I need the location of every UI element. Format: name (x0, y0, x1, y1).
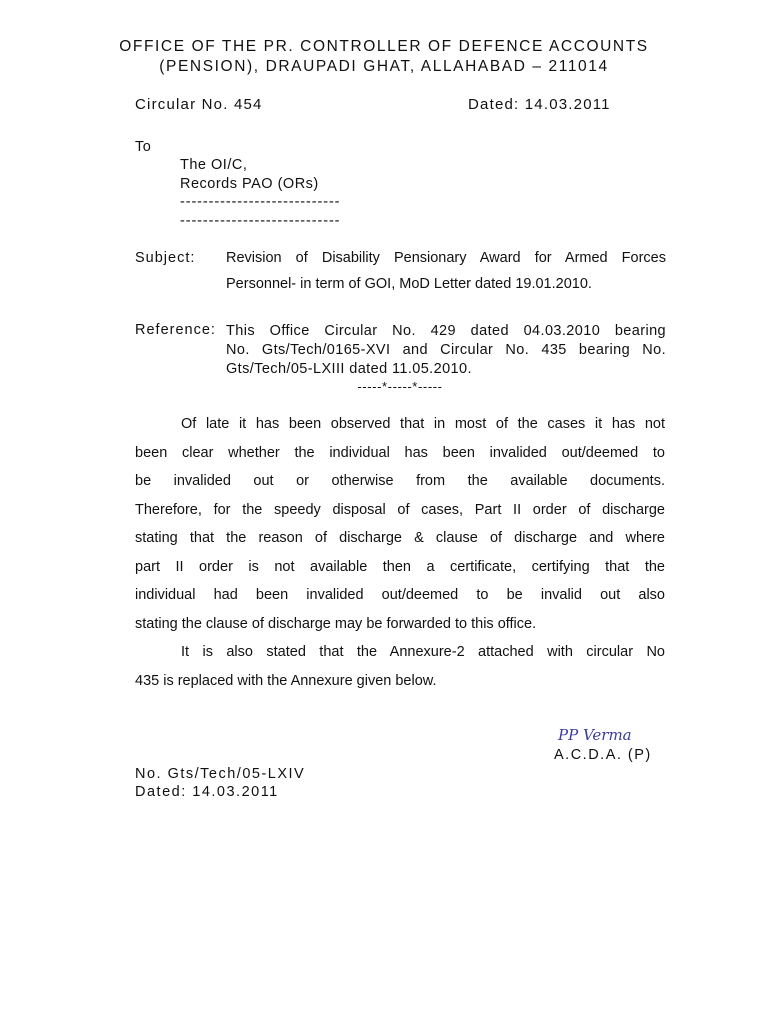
office-header-line2: (PENSION), DRAUPADI GHAT, ALLAHABAD – 211014 (159, 58, 609, 75)
paragraph-line: 435 is replaced with the Annexure given below. (135, 672, 437, 689)
addressee-dash-line1: ---------------------------- (180, 194, 341, 210)
circular-number: Circular No. 454 (135, 96, 263, 113)
reference-separator: -----*-----*----- (357, 379, 443, 394)
signatory-designation: A.C.D.A. (P) (554, 747, 652, 763)
subject-label: Subject: (135, 250, 196, 266)
signature-text: PP Verma (558, 726, 632, 744)
body-paragraph-2 (135, 638, 665, 695)
reference-text (226, 322, 666, 379)
paragraph-line: stating the clause of discharge may be forwarded to this office. (135, 615, 537, 632)
reference-line: No. Gts/Tech/0165-XVI and Circular No. 435 bearing No. (226, 342, 666, 358)
paragraph-line: It is also stated that the Annexure-2 attached with circular No (181, 644, 665, 660)
addressee-dash-line2: ---------------------------- (180, 213, 341, 229)
subject-line: Personnel- in term of GOI, MoD Letter dated 19.01.2010. (226, 276, 592, 292)
paragraph-line: part II order is not available then a certificate, certifying that the (135, 558, 665, 575)
reference-line: Gts/Tech/05-LXIII dated 11.05.2010. (226, 361, 472, 377)
to-label: To (135, 139, 152, 155)
subject-line: Revision of Disability Pensionary Award for Armed Forces (226, 250, 666, 266)
footer-number: No. Gts/Tech/05-LXIV (135, 766, 306, 782)
signature-image (556, 722, 666, 750)
footer-date: Dated: 14.03.2011 (135, 784, 279, 800)
subject-text (226, 245, 666, 297)
reference-line: This Office Circular No. 429 dated 04.03.2010 bearing (226, 323, 666, 339)
reference-label: Reference: (135, 322, 216, 338)
paragraph-line: Of late it has been observed that in most of the cases it has not (181, 416, 665, 432)
office-header-line1: OFFICE OF THE PR. CONTROLLER OF DEFENCE ACCOUNTS (119, 38, 649, 55)
addressee-line2: Records PAO (ORs) (180, 176, 319, 192)
paragraph-line: be invalided out or otherwise from the available documents. (135, 473, 665, 489)
paragraph-line: been clear whether the individual has been invalided out/deemed to (135, 444, 665, 461)
paragraph-line: individual had been invalided out/deemed to be invalid out also (135, 587, 665, 603)
circular-date: Dated: 14.03.2011 (468, 96, 611, 113)
paragraph-line: Therefore, for the speedy disposal of cases, Part II order of discharge (135, 501, 665, 518)
paragraph-line: stating that the reason of discharge & clause of discharge and where (135, 530, 665, 546)
addressee-line1: The OI/C, (180, 157, 248, 173)
body-paragraph-1 (135, 410, 665, 638)
